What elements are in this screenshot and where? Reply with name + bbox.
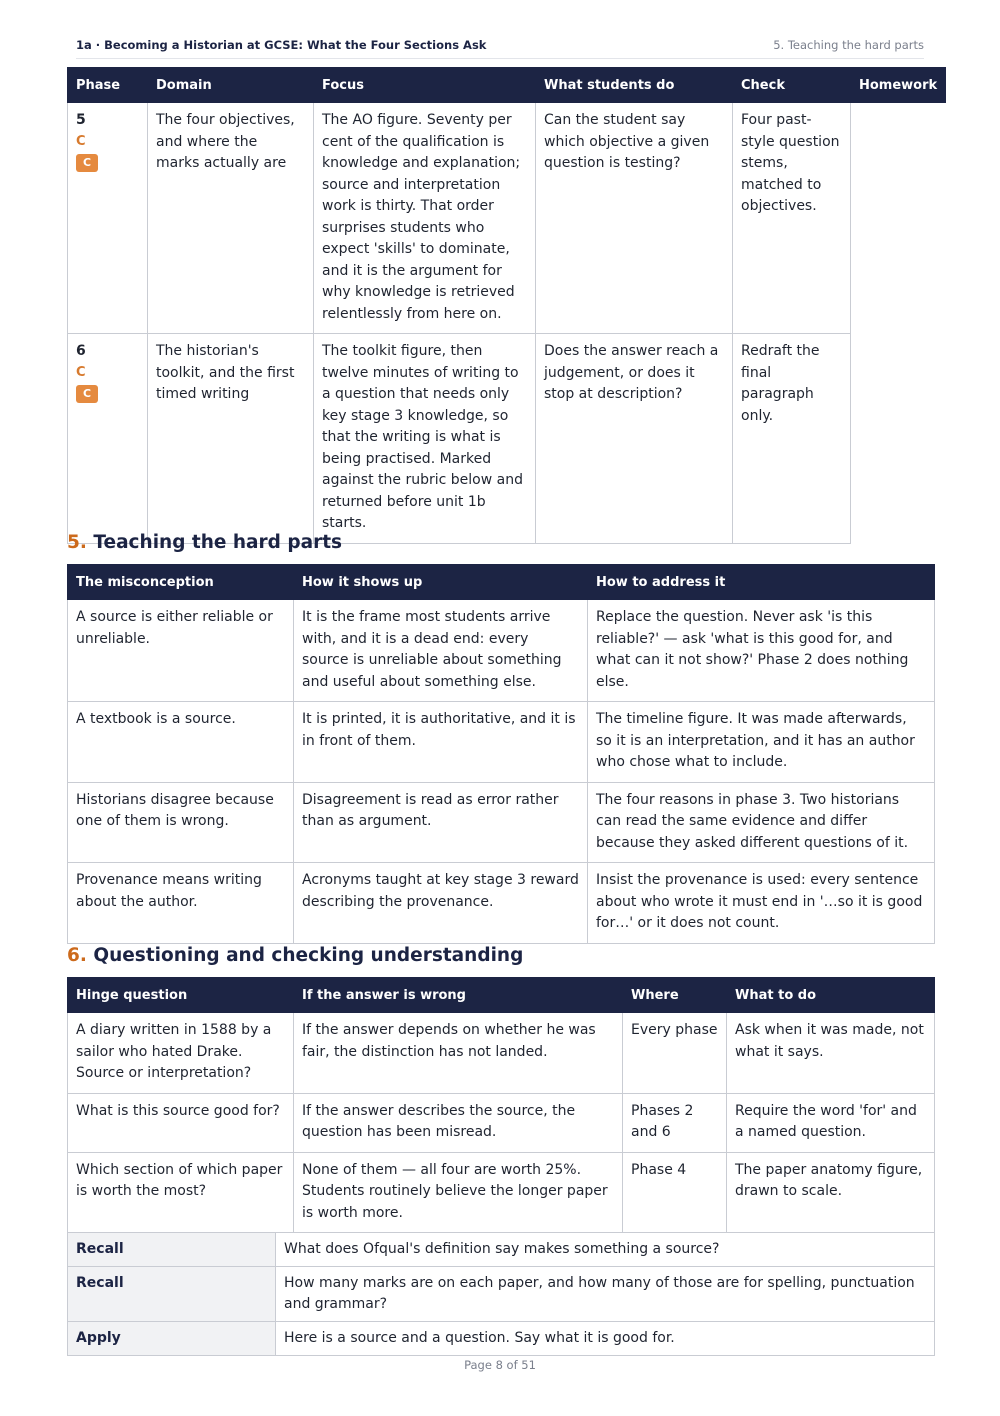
section-number: 6. (67, 945, 87, 966)
focus-cell: The AO figure. Seventy per cent of the qualification is knowledge and explanation; source and interpretation work is thirty. That order surprises students who expect 'skills' to dominate, and it is the argument for why knowledge is retrieved relentlessly from here on. (314, 103, 536, 334)
shows-up-cell: Disagreement is read as error rather than as argument. (294, 782, 588, 863)
section-title: Questioning and checking understanding (93, 945, 524, 966)
table-row (68, 1322, 935, 1356)
phase-cell (68, 103, 148, 334)
focus-cell: The toolkit figure, then twelve minutes of writing to a question that needs only key stage 3 knowledge, so that the writing is what is being practised. Marked against the rubric below and returned before unit 1b starts. (314, 334, 536, 544)
what-to-do-cell: Ask when it was made, not what it says. (727, 1013, 935, 1094)
running-header (76, 38, 924, 59)
question-prompt-cell: Here is a source and a question. Say what it is good for. (276, 1322, 935, 1356)
table-row (68, 1152, 935, 1233)
domain-cell: The historian's toolkit, and the first timed writing (148, 334, 314, 544)
page-number: Page 8 of 51 (464, 1358, 536, 1372)
phase-plan-table (67, 67, 946, 544)
table-row (68, 1013, 935, 1094)
column-header-check: Check (733, 68, 851, 103)
column-header-what-to-do: What to do (727, 978, 935, 1013)
where-cell: Every phase (623, 1013, 727, 1094)
column-header-domain: Domain (148, 68, 314, 103)
what-to-do-cell: The paper anatomy figure, drawn to scale. (727, 1152, 935, 1233)
if-wrong-cell: None of them — all four are worth 25%. Students routinely believe the longer paper is worth more. (294, 1152, 623, 1233)
misconception-cell: A textbook is a source. (68, 702, 294, 783)
homework-cell (851, 334, 946, 544)
column-header-focus: Focus (314, 68, 536, 103)
shows-up-cell: It is the frame most students arrive with, and it is a dead end: every source is unreliable about something and useful about something else. (294, 600, 588, 702)
running-section-title: 5. Teaching the hard parts (773, 38, 924, 52)
section-heading-questioning (67, 945, 523, 966)
section-title: Teaching the hard parts (93, 532, 343, 553)
phase-number: 5 (76, 112, 86, 128)
table-row (68, 1233, 935, 1267)
column-header-where: Where (623, 978, 727, 1013)
misconception-cell: Provenance means writing about the author. (68, 863, 294, 944)
address-cell: The timeline figure. It was made afterwards, so it is an interpretation, and it has an author who chose what to include. (588, 702, 935, 783)
address-cell: Replace the question. Never ask 'is this reliable?' — ask 'what is this good for, and what can it not show?' Phase 2 does nothing else. (588, 600, 935, 702)
phase-badge: C (76, 154, 98, 172)
hinge-question-cell: A diary written in 1588 by a sailor who hated Drake. Source or interpretation? (68, 1013, 294, 1094)
phase-badge: C (76, 385, 98, 403)
table-row (68, 600, 935, 702)
section-number: 5. (67, 532, 87, 553)
students-do-cell: Can the student say which objective a given question is testing? (536, 103, 733, 334)
hinge-question-cell: Which section of which paper is worth the most? (68, 1152, 294, 1233)
hinge-question-cell: What is this source good for? (68, 1093, 294, 1152)
students-do-cell: Does the answer reach a judgement, or does it stop at description? (536, 334, 733, 544)
question-prompt-cell: How many marks are on each paper, and how many of those are for spelling, punctuation and grammar? (276, 1267, 935, 1322)
question-type-cell: Recall (68, 1233, 276, 1267)
domain-cell: The four objectives, and where the marks actually are (148, 103, 314, 334)
phase-cell (68, 334, 148, 544)
table-row (68, 702, 935, 783)
column-header-homework: Homework (851, 68, 946, 103)
misconception-cell: A source is either reliable or unreliable. (68, 600, 294, 702)
recall-questions-table (67, 1232, 935, 1356)
misconceptions-table (67, 564, 935, 944)
column-header-hinge-question: Hinge question (68, 978, 294, 1013)
section-heading-teaching-hard-parts (67, 532, 342, 553)
table-row (68, 782, 935, 863)
document-title: 1a · Becoming a Historian at GCSE: What the Four Sections Ask (76, 38, 487, 52)
table-header-row (68, 978, 935, 1013)
what-to-do-cell: Require the word 'for' and a named question. (727, 1093, 935, 1152)
where-cell: Phases 2 and 6 (623, 1093, 727, 1152)
hinge-questions-table (67, 977, 935, 1233)
question-prompt-cell: What does Ofqual's definition say makes something a source? (276, 1233, 935, 1267)
shows-up-cell: It is printed, it is authoritative, and it is in front of them. (294, 702, 588, 783)
table-header-row (68, 565, 935, 600)
phase-number: 6 (76, 343, 86, 359)
table-header-row (68, 68, 946, 103)
column-header-how-it-shows-up: How it shows up (294, 565, 588, 600)
question-type-cell: Recall (68, 1267, 276, 1322)
table-row (68, 1093, 935, 1152)
column-header-if-wrong: If the answer is wrong (294, 978, 623, 1013)
column-header-misconception: The misconception (68, 565, 294, 600)
table-row (68, 103, 946, 334)
where-cell: Phase 4 (623, 1152, 727, 1233)
question-type-cell: Apply (68, 1322, 276, 1356)
address-cell: Insist the provenance is used: every sentence about who wrote it must end in '…so it is good for…' or it does not count. (588, 863, 935, 944)
phase-letter: C (76, 364, 86, 380)
if-wrong-cell: If the answer describes the source, the question has been misread. (294, 1093, 623, 1152)
address-cell: The four reasons in phase 3. Two historians can read the same evidence and differ because they asked different questions of it. (588, 782, 935, 863)
check-cell: Four past-style question stems, matched to objectives. (733, 103, 851, 334)
if-wrong-cell: If the answer depends on whether he was fair, the distinction has not landed. (294, 1013, 623, 1094)
phase-letter: C (76, 133, 86, 149)
homework-cell (851, 103, 946, 334)
column-header-how-to-address: How to address it (588, 565, 935, 600)
shows-up-cell: Acronyms taught at key stage 3 reward describing the provenance. (294, 863, 588, 944)
table-row (68, 334, 946, 544)
check-cell: Redraft the final paragraph only. (733, 334, 851, 544)
table-row (68, 1267, 935, 1322)
column-header-what-students-do: What students do (536, 68, 733, 103)
column-header-phase: Phase (68, 68, 148, 103)
table-row (68, 863, 935, 944)
misconception-cell: Historians disagree because one of them is wrong. (68, 782, 294, 863)
